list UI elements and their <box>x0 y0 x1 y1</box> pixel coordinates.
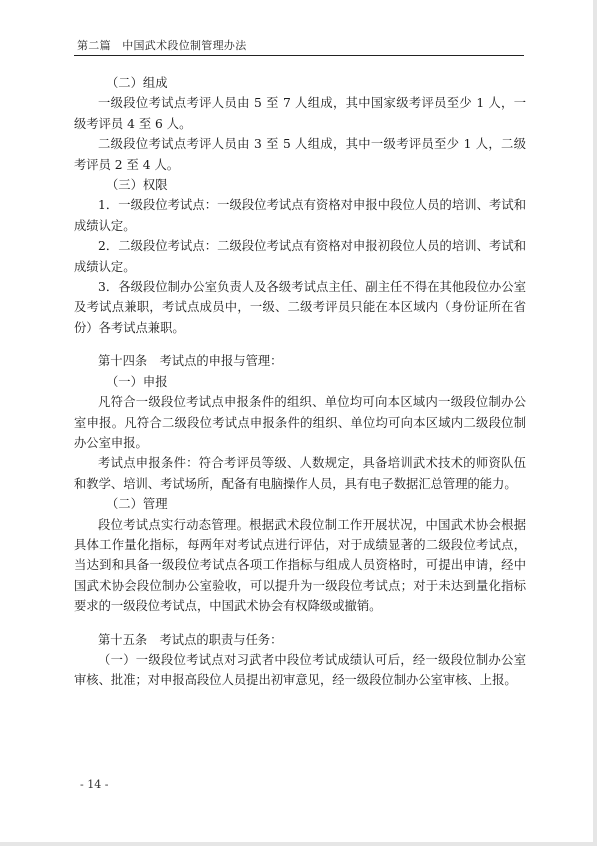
paragraph: 1．一级段位考试点：一级段位考试点有资格对申报中段位人员的培训、考试和成绩认定。 <box>74 198 526 233</box>
page-edge-bottom <box>0 842 597 846</box>
header-rule <box>74 55 524 56</box>
section-heading: （一）申报 <box>106 374 168 389</box>
paragraph: 段位考试点实行动态管理。根据武术段位制工作开展状况，中国武术协会根据具体工作量化指标，每两年对考试点进行评估，对于成绩显著的二级段位考试点，当达到和具备一级段位考试点各项工作指标与组成人员资格时，可提出申请，经中国武术协会段位制办公室验收，可以提升为一级段位考试点；对于未达到量化指标要求的一级段位考试点，中国武术协会有权降级或撤销。 <box>74 517 526 614</box>
section-heading: （二）组成 <box>106 76 168 90</box>
page-edge-right <box>593 0 597 846</box>
paragraph: 一级段位考试点考评人员由 5 至 7 人组成，其中国家级考评员至少 1 人，一级考评员 4 至 6 人。 <box>74 96 526 131</box>
running-header: 第二篇 中国武术段位制管理办法 <box>77 39 247 52</box>
page-number: - 14 - <box>80 778 109 791</box>
document-body <box>74 73 526 691</box>
section-heading: （二）管理 <box>106 497 168 512</box>
paragraph: 第十四条 考试点的申报与管理： <box>98 354 283 369</box>
paragraph: （一）一级段位考试点对习武者中段位考试成绩认可后，经一级段位制办公室审核、批准；对申报高段位人员提出初审意见，经一级段位制办公室审核、上报。 <box>74 652 526 688</box>
paragraph: 凡符合一级段位考试点申报条件的组织、单位均可向本区域内一级段位制办公室申报。凡符合二级段位考试点申报条件的组织、单位均可向本区域内二级段位制办公室申报。 <box>74 395 526 450</box>
paragraph: 考试点申报条件：符合考评员等级、人数规定，具备培训武术技术的师资队伍和教学、培训、考试场所，配备有电脑操作人员，具有电子数据汇总管理的能力。 <box>74 456 526 491</box>
paragraph: 2．二级段位考试点：二级段位考试点有资格对申报初段位人员的培训、考试和成绩认定。 <box>74 239 526 274</box>
paragraph-spacer <box>74 338 526 351</box>
paragraph: 第十五条 考试点的职责与任务： <box>98 632 283 647</box>
paragraph: 二级段位考试点考评人员由 3 至 5 人组成，其中一级考评员至少 1 人，二级考评员 2 至 4 人。 <box>74 137 526 172</box>
paragraph-spacer <box>74 617 526 630</box>
paragraph: 3．各级段位制办公室负责人及各级考试点主任、副主任不得在其他段位办公室及考试点兼职，考试点成员中，一级、二级考评员只能在本区域内（身份证所在省份）各考试点兼职。 <box>74 280 526 335</box>
section-heading: （三）权限 <box>106 178 168 193</box>
